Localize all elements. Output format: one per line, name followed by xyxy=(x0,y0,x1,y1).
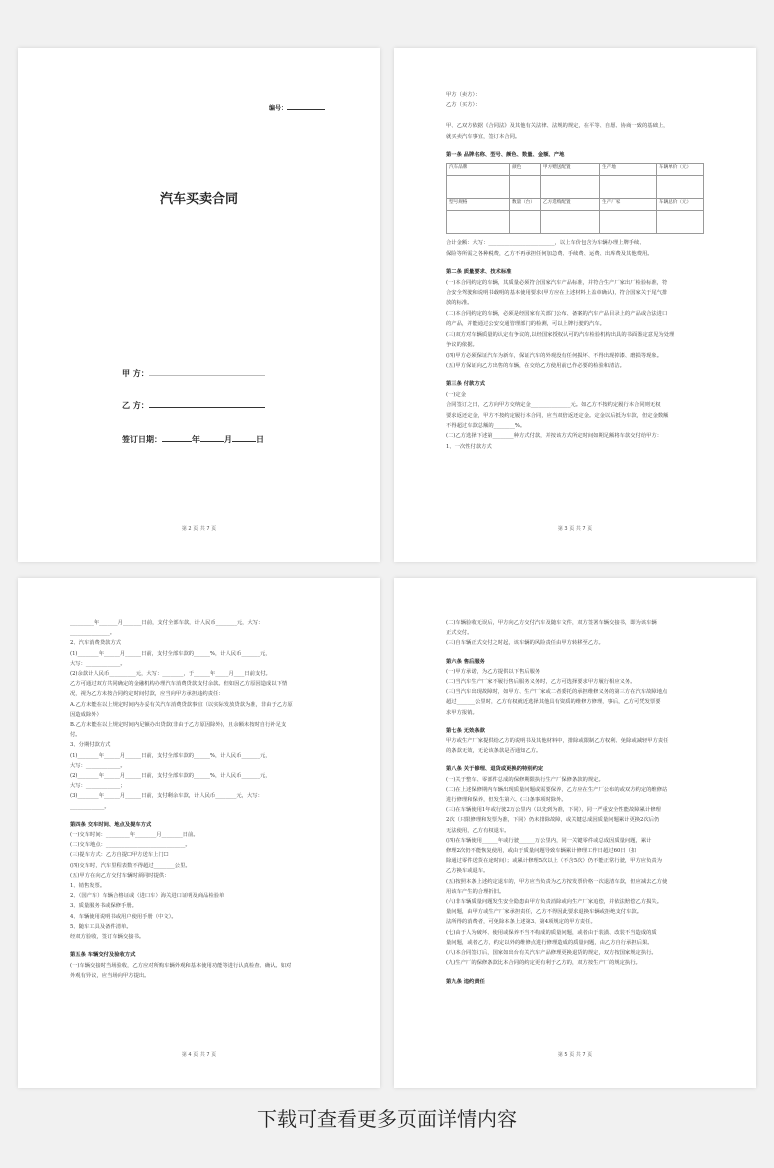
clause-7-title: 第七条 无效条款 xyxy=(446,727,485,734)
page-number: 第 5 页 共 7 页 xyxy=(557,1052,593,1058)
text-line: B.乙方未能在以上规定时间内足额办出贷款(非由于乙方原因除外)，且余额未按时自行补足支 xyxy=(70,722,287,729)
month-label: 月 xyxy=(224,435,232,444)
table-cell: 甲方赠送配置 xyxy=(541,164,600,176)
contract-title: 汽车买卖合同 xyxy=(159,192,238,207)
text-line: (一)关于整车、零部件总成的保修期限执行生产厂保修条款的规定。 xyxy=(446,776,604,783)
clause-3-title: 第三条 付款方式 xyxy=(446,381,485,388)
table-cell xyxy=(510,176,541,199)
text-line: A.乙方未能在以上规定时间内办妥有关汽车消费贷款事宜（以实际发放贷款为准，非由于乙方原 xyxy=(70,701,293,708)
text-line: 4、车辆使用说明书或用户使用手册（中文）。 xyxy=(70,913,177,920)
text-line: 5、随车工具及备件清单。 xyxy=(70,923,132,930)
text-line: 外观有异议，应当场向甲方提出。 xyxy=(70,972,150,979)
text-line: (一)本合同约定的车辆，其质量必须符合国家汽车产品标准，并符合生产厂家出厂检验标准，符 xyxy=(446,279,668,286)
table-cell: 颜色 xyxy=(510,164,541,176)
table-cell: 数量（台） xyxy=(510,199,541,211)
table-cell: 车辆总价（元） xyxy=(657,199,704,211)
text-line: 的产品，并能通过公安交通管理部门的检测，可以上牌行驶的汽车。 xyxy=(446,321,605,328)
text-line: (二)乙方选择下述第________种方式付款，并按该方式所定时间如期足额将车款交付给甲方： xyxy=(446,433,663,440)
text-line: 放的标准。 xyxy=(446,300,473,307)
text-line: 甲方或生产厂家提供给乙方的说明书及其他材料中，排除或限制乙方权利、免除或减轻甲方责任 xyxy=(446,738,669,745)
text-line: (一)定金 xyxy=(446,391,467,398)
text-line: 要求返还定金，甲方不按约定履行本合同，应当双倍返还定金。定金以后抵为车款，但定金数额 xyxy=(446,412,669,419)
text-line: 2、汽车消费贷款方式 xyxy=(70,640,122,647)
page-body xyxy=(70,618,328,981)
text-line: (一)甲方承诺，为乙方提供以下售后服务 xyxy=(446,668,541,675)
download-more-banner[interactable]: 下载可查看更多页面详情内容 xyxy=(257,1107,517,1131)
page-number: 第 3 页 共 7 页 xyxy=(557,526,593,532)
text-line: (三)当汽车出现故障时，如甲方、生产厂家或二者委托的承担维修义务的第三方在汽车故障地点 xyxy=(446,689,668,696)
text-line: 1、销售发票。 xyxy=(70,883,106,890)
text-line: 3、质量服务书或保修手册。 xyxy=(70,903,137,910)
text-line: 量问题，由甲方或生产厂家承担责任，乙方不得因此要求退换车辆或拒绝支付车款。 xyxy=(446,909,642,916)
party-a-label: 甲 方： xyxy=(122,369,149,378)
clause-4-title: 第四条 交车时间、地点及提车方式 xyxy=(70,821,152,828)
text-line: (三)双方对车辆质量的认定有争议的,以经国家授权认可的汽车检验机构出具的书面鉴定意见为处理 xyxy=(446,331,675,338)
table-cell xyxy=(447,176,510,199)
year-label: 年 xyxy=(192,435,200,444)
text-line: 合同签订之日，乙方向甲方交纳定金_______________元。如乙方不按约定履行本合同则无权 xyxy=(446,402,661,409)
text-line: 就买卖汽车事宜，签订本合同。 xyxy=(446,133,521,140)
text-line: 因造成除外） xyxy=(70,711,102,718)
table-cell: 生产地 xyxy=(600,164,657,176)
table-cell xyxy=(541,176,600,199)
text-line: 合计金额：大写：_________________________，以上车价包含为车辆办理上牌手续、 xyxy=(446,240,645,247)
table-cell xyxy=(657,176,704,199)
text-line: 大写：_____________。 xyxy=(70,660,126,667)
text-line: 1、一次性付款方式 xyxy=(446,443,492,450)
text-line: 超过_______公里时，乙方有权就近选择其他具有资质的维修方修理，事后，乙方可凭发票要 xyxy=(446,699,661,706)
table-cell: 车辆单价（元） xyxy=(657,164,704,176)
text-line: 2、（国产车）车辆合格证或（进口车）海关进口证明及商品检验单 xyxy=(70,893,225,900)
text-line: 合安全驾驶和说明书载明的基本使用要求(甲方应在上述材料上盖章确认)，符合国家关于尾气排 xyxy=(446,290,668,297)
text-line: (五)甲方保证向乙方出售的车辆，在交给乙方使用前已作必要的检验和清洁。 xyxy=(446,362,625,369)
table-row xyxy=(447,199,704,211)
text-line: 不得超过车款总额的________%。 xyxy=(446,422,526,429)
text-line: (九)生产厂的保修条款比本合同的约定更有利于乙方的，双方按生产厂的规定执行。 xyxy=(446,960,641,967)
contract-page-5 xyxy=(394,578,756,1088)
text-line: _________年_______月_______日前，支付全部车款，计人民币________元，大写： xyxy=(70,620,264,626)
text-line: (3)________年______月______日前，支付剩余车款，计人民币________元，大写： xyxy=(70,793,263,800)
text-line: (五)甲方在向乙方交付车辆时须同时提供： xyxy=(70,872,170,879)
sign-date-label: 签订日期： xyxy=(122,435,162,444)
table-cell xyxy=(447,211,510,234)
text-line: (二)车辆验收无误后，甲方向乙方交付汽车及随车文件，双方签署车辆交接书，即为该车辆 xyxy=(446,620,657,626)
party-b-label: 乙 方： xyxy=(122,401,149,410)
text-line: 修理2次仍不能恢复使用，或由于质量问题导致车辆累计修理工作日超过60日（扣 xyxy=(446,848,637,855)
party-b-field xyxy=(122,400,265,411)
table-row xyxy=(447,211,704,234)
text-line: 的条款无效，无论该条款是否通知乙方。 xyxy=(446,748,542,755)
clause-2-title: 第二条 质量要求、技术标准 xyxy=(446,269,512,276)
text-line: (三)在车辆使用1年或行驶2万公里内（以先到为准，下同），同一严重安全性能故障累计修理 xyxy=(446,807,661,814)
text-line: (1)________年______月______日前，支付全部车款的______%，计人民币_______元， xyxy=(70,752,271,759)
table-cell xyxy=(510,211,541,234)
table-row xyxy=(447,176,704,199)
table-cell: 乙方选购配置 xyxy=(541,199,600,211)
contract-page-3 xyxy=(394,48,756,562)
text-line: (三)自车辆正式交付之时起，该车辆的风险责任由甲方转移至乙方。 xyxy=(446,640,604,647)
text-line: 乙方换车或退车。 xyxy=(446,868,489,875)
text-line: (二)本合同约定的车辆，必须是经国家有关部门公布、备案的汽车产品目录上的产品或合法进口 xyxy=(446,310,668,317)
text-line: (四)在车辆使用______年或行驶______万公里内，同一关键零件或总成因质量问题，累计 xyxy=(446,837,652,844)
text-line: (四)交车时，汽车里程表数不得超过________公里。 xyxy=(70,862,191,869)
text-line: 正式交付。 xyxy=(446,630,473,637)
text-line: (八)本合同签订后，国家如出台有关汽车产品修理更换退货的规定，双方按国家规定执行。 xyxy=(446,950,657,957)
table-row xyxy=(447,164,704,176)
contract-cover-page xyxy=(18,48,380,562)
text-line: 争议的依据。 xyxy=(446,342,478,349)
text-line: 况，视为乙方未按合同约定时间付款，应当向甲方承担违约责任： xyxy=(70,691,224,698)
text-line: 2次（只限修理和发票为准，下同）仍未排除故障，或关键总成因质量问题累计更换2次后仍 xyxy=(446,817,660,824)
text-line: (二)在上述保修期内车辆出现质量问题或需要保养，乙方应在生产厂公布的或双方约定的维修站 xyxy=(446,786,668,793)
text-line: 无法使用，乙方有权退车。 xyxy=(446,827,510,834)
table-cell: 生产厂家 xyxy=(600,199,657,211)
contract-page-4 xyxy=(18,578,380,1088)
contract-number-label: 编号： xyxy=(268,105,287,112)
text-line: (二)交车地点：______________________________。 xyxy=(70,842,191,849)
text-line: 甲方（卖方）： xyxy=(446,92,481,98)
text-line: 求甲方报销。 xyxy=(446,709,478,716)
vehicle-spec-table xyxy=(446,163,704,234)
text-line: 甲、乙双方依据《合同法》及其他有关法律、法规的规定，在平等、自愿、协商一致的基础上， xyxy=(446,123,669,130)
table-cell: 型号规格 xyxy=(447,199,510,211)
text-line: (四)甲方必须保证汽车为新车，保证汽车的外观没有任何损坏、不得出现掉漆、磨损等现象。 xyxy=(446,352,663,359)
text-line: (一)交车时间：_________年________月________日前。 xyxy=(70,832,199,839)
table-cell xyxy=(541,211,600,234)
page-body xyxy=(446,618,704,987)
clause-9-title: 第九条 违约责任 xyxy=(446,978,485,985)
table-cell: 汽车品牌 xyxy=(447,164,510,176)
clause-8-title: 第八条 关于修理、退货或更换的特别约定 xyxy=(446,766,544,773)
text-line: (七)由于人为破坏、使用或保养不当不构成的质量问题，或者由于装潢、改装不当造成的质 xyxy=(446,929,657,936)
table-cell xyxy=(600,211,657,234)
text-line: 保险等所需之各种税费，乙方不再承担任何加急费、手续费、运费、出库费及其他费用。 xyxy=(446,250,653,257)
table-cell xyxy=(657,211,704,234)
text-line: 付。 xyxy=(70,732,81,739)
text-line: _______________。 xyxy=(70,630,116,637)
clause-1-title: 第一条 品牌名称、型号、颜色、数量、金额、产地 xyxy=(446,152,565,159)
text-line: 法所得的消费者，可免除本条上述第3、第4项规定的甲方责任。 xyxy=(446,919,596,926)
text-line: (二)当汽车生产厂家不履行售后服务义务时，乙方可选择要求甲方履行相应义务。 xyxy=(446,679,636,686)
text-line: (1)________年______月______日前，支付全部车款的______%，计人民币_______元， xyxy=(70,650,271,657)
contract-number-field xyxy=(269,103,325,112)
text-line: (2)余款计人民币__________元，大写：________，于______年_____月____日前支付。 xyxy=(70,671,271,678)
text-line: 用该车产生的合理折旧。 xyxy=(446,888,505,895)
text-line: 除通过零件送货在途时间）；或累计修理5次以上（不含5次）仍不能正常行驶，甲方应负责为 xyxy=(446,858,662,865)
text-line: 乙方（买方）： xyxy=(446,102,481,109)
page-number: 第 2 页 共 7 页 xyxy=(181,526,217,532)
text-line: 乙方可通过双方共同确定的金融机构办理汽车消费贷款支付余款。但如因乙方原因造成以下情 xyxy=(70,681,288,688)
text-line: _____________。 xyxy=(70,803,110,810)
text-line: 3、分期付款方式 xyxy=(70,742,111,749)
page-body xyxy=(446,90,704,452)
text-line: 进行修理和保养，但发生第六、(三)条事项时除外。 xyxy=(446,797,567,804)
text-line: (三)提车方式：乙方自提☐甲方送车上门☐ xyxy=(70,852,169,859)
table-cell xyxy=(600,176,657,199)
party-a-field xyxy=(122,368,265,379)
clause-6-title: 第六条 售后服务 xyxy=(446,658,485,665)
text-line: 量问题，或者乙方，约定以外的维修点进行修理造成的质量问题，由乙方自行承担后果。 xyxy=(446,939,653,946)
text-line: 大写：_____________。 xyxy=(70,762,126,769)
text-line xyxy=(446,111,704,121)
text-line: (六)非车辆质量问题发生安全隐患由甲方负责消除或向生产厂家追偿，并依法赔偿乙方损失。 xyxy=(446,899,663,906)
text-line: 大写：_____________； xyxy=(70,783,126,790)
text-line: (一)车辆交接时当场验收，乙方应对所购车辆外观和基本使用功能等进行认真检查、确认。如对 xyxy=(70,962,292,969)
text-line: (五)按照本条上述约定退车的，甲方应当负责为乙方按发票价格一次退清车款，但应减去乙方使 xyxy=(446,878,668,885)
sign-date-field xyxy=(122,434,264,445)
text-line: (2)________年______月______日前，支付全部车款的______%，计人民币_______元， xyxy=(70,773,271,780)
clause-5-title: 第五条 车辆交付及验收方式 xyxy=(70,952,136,959)
day-label: 日 xyxy=(256,435,264,444)
text-line: 经双方验收，签订车辆交接书。 xyxy=(70,934,145,941)
page-number: 第 4 页 共 7 页 xyxy=(181,1052,217,1058)
